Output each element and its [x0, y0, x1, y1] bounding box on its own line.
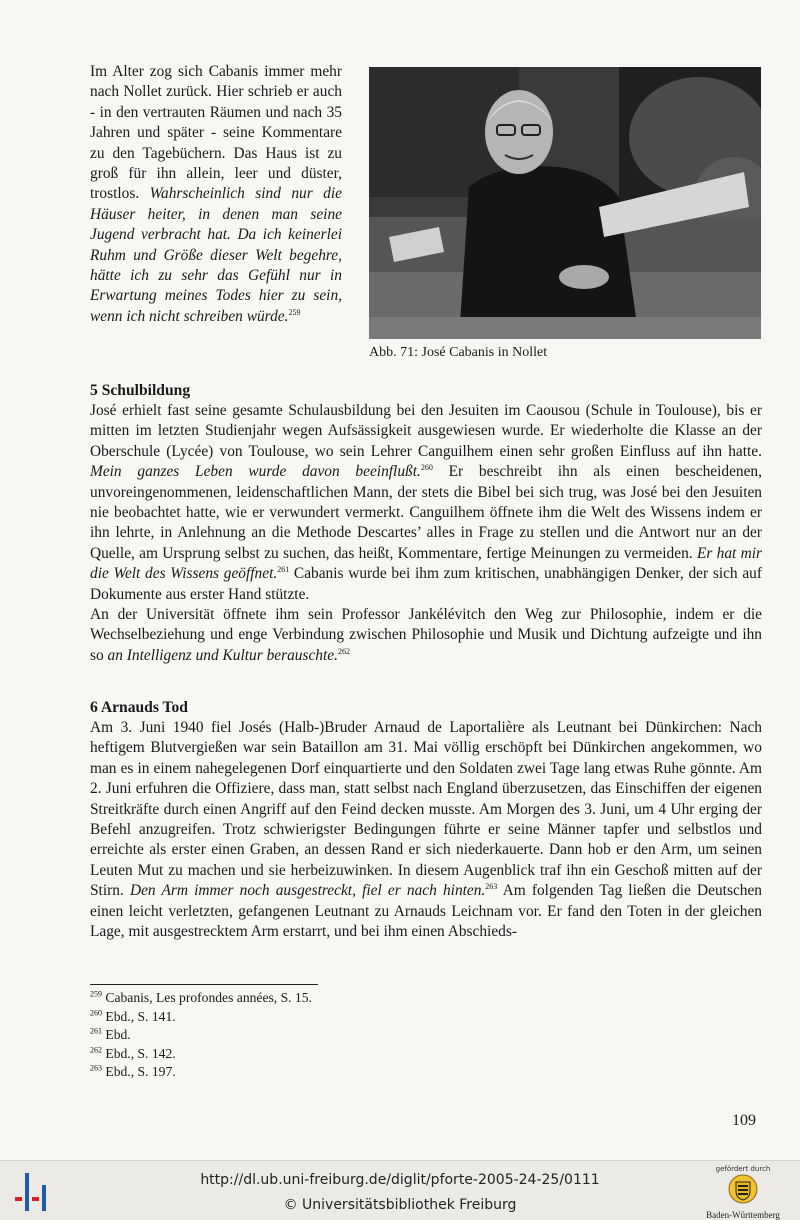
footnote-divider — [90, 984, 318, 985]
footnote-text: Ebd., S. 142. — [105, 1045, 176, 1061]
section-5-heading: 5 Schulbildung — [90, 382, 191, 399]
intro-text: Im Alter zog sich Cabanis immer mehr nach Nollet zurück. Hier schrieb er auch - in den vertrauten Räumen und nach 35 Jahren und später - seine Kommentare zu den Tagebüchern. Das Haus ist zu groß für ihn allein, leer und düster, trostlos. — [90, 63, 342, 203]
footnote-text: Ebd. — [105, 1027, 131, 1042]
text-run: Cabanis wurde bei ihm zum kritischen, unabhängigen Denker, der sich auf Dokumente aus erster Hand stützte. — [90, 565, 762, 603]
quote-run: Er hat mir die Welt des Wissens geöffnet. — [90, 544, 762, 583]
quote-run: an Intelligenz und Kultur berauschte. — [107, 646, 338, 664]
footnote-number: 262 — [90, 1044, 102, 1054]
footnote-text: Ebd., S. 197. — [105, 1064, 176, 1079]
footnote — [90, 1045, 312, 1064]
section-6-heading: 6 Arnauds Tod — [90, 699, 188, 716]
section-5-paragraph-1 — [90, 401, 762, 605]
section-6-paragraph — [90, 718, 762, 942]
footnote — [90, 1026, 312, 1045]
footnote-text: Ebd., S. 141. — [105, 1008, 176, 1024]
footnote — [90, 989, 312, 1008]
footnote-ref-261: 261 — [277, 565, 290, 575]
footnote-ref-263: 263 — [485, 882, 498, 892]
page-number: 109 — [732, 1112, 756, 1129]
copyright-notice: © Universitätsbibliothek Freiburg — [283, 1197, 517, 1213]
section-5 — [90, 381, 762, 666]
photo-jose-cabanis — [369, 67, 761, 339]
text-run: An der Universität öffnete ihm sein Professor Jankélévitch den Weg zur Philosophie, indem er die Wechselbeziehung und enge Verbindung zwischen Philosophie und Musik und Dichtung aufzeigte und ihn so — [90, 606, 762, 664]
footnote-number: 260 — [90, 1007, 102, 1017]
intro-quote: Wahrscheinlich sind nur die Häuser heiter, in denen man seine Jugend verbracht hat. Da ich keinerlei Ruhm und Größe dieser Welt begehre, hätte ich zu sehr das Gefühl nur in Erwartung meines Todes hier zu sein, wenn ich nicht schreiben würde. — [90, 185, 342, 325]
footnote-ref-262: 262 — [337, 646, 350, 656]
footnote-ref-260: 260 — [420, 463, 433, 473]
text-run: José erhielt fast seine gesamte Schulausbildung bei den Jesuiten im Caousou (Schule in Toulouse), bis er mitten im letzten Studienjahr wegen Aufsässigkeit ausgewiesen wurde. Er wiederholte die Klasse an der Oberschule (Lycée) von Toulouse, wo sein Lehrer Canguilhem einen sehr großen Einfluss auf ihn hatte. — [90, 402, 762, 460]
footnote — [90, 1008, 312, 1027]
sponsor-name: Baden-Württemberg — [706, 1210, 780, 1220]
coat-of-arms-icon — [728, 1174, 758, 1204]
sponsor-logo — [690, 1165, 796, 1219]
quote-run: Den Arm immer noch ausgestreckt, fiel er nach hinten. — [129, 882, 486, 900]
viewer-footer — [0, 1160, 800, 1220]
quote-run: Mein ganzes Leben wurde davon beeinflußt. — [90, 463, 421, 481]
section-6 — [90, 698, 762, 942]
footnote — [90, 1063, 312, 1082]
footnote-number: 259 — [90, 989, 102, 999]
footnote-number: 263 — [90, 1063, 102, 1073]
photo-illustration — [369, 67, 761, 339]
section-5-paragraph-2 — [90, 605, 762, 666]
sponsor-label: gefördert durch — [715, 1165, 771, 1173]
footnotes — [90, 989, 312, 1082]
text-run: Am folgenden Tag ließen die Deutschen einen leicht verletzten, gefangenen Leutnant zu Arnauds Leichnam vor. Er fand den Toten in der gleichen Lage, mit ausgestrecktem Arm erstarrt, und bei ihm einen Abschieds- — [90, 882, 762, 941]
footnote-text: Cabanis, Les profondes années, S. 15. — [105, 990, 312, 1005]
text-run: Am 3. Juni 1940 fiel Josés (Halb-)Bruder Arnaud de Laportalière als Leutnant bei Dünkirchen: Nach heftigem Blutvergießen war sein Bataillon am 31. Mai völlig erschöpft bei Dünkirchen angekommen, wo man es in einem nahegelegenen Dorf einquartierte und den Soldaten zwei Tage lang etwas Ruhe gönnte. Am 2. Juni erfuhren die Offiziere, dass man, statt selbst nach England überzusetzen, das Einschiffen der eigenen Streitkräfte durch einen Angriff auf den Feind decken musste. Am Morgen des 3. Juni, um 4 Uhr erging der Befehl anzugreifen. Trotz schwierigster Bedingungen führte er seine Männer tapfer und selbstlos und erreichte als erster einen Graben, an dessen Rand er sich niederkauerte. Dann hob er den Arm, um seinen Leuten Mut zu machen und sie herbeizuwinken. In diesem Augenblick traf ihn ein Geschoß mitten auf der Stirn. — [90, 719, 762, 900]
footnote-number: 261 — [90, 1026, 102, 1036]
footnote-ref-259: 259 — [288, 307, 301, 317]
text-run: Er beschreibt ihn als einen bescheidenen, unvoreingenommenen, leidenschaftlichen Mann, der stets die Bibel bei sich trug, was José bei den Jesuiten nie beobachtet hatte, wie er verwundert vermerkt. Canguilhem öffnete ihm die Welt des Wissens indem er ihn lehrte, in Anlehnung an die Methode Descartes’ alles in Frage zu stellen und die Antwort nur an der Quelle, am Ursprung selbst zu suchen, das heißt, Kommentare, fertige Meinungen zu vermeiden. — [90, 463, 762, 562]
document-url[interactable]: http://dl.ub.uni-freiburg.de/diglit/pforte-2005-24-25/0111 — [200, 1172, 600, 1188]
figure-caption: Abb. 71: José Cabanis in Nollet — [369, 345, 548, 360]
intro-paragraph — [90, 62, 342, 327]
